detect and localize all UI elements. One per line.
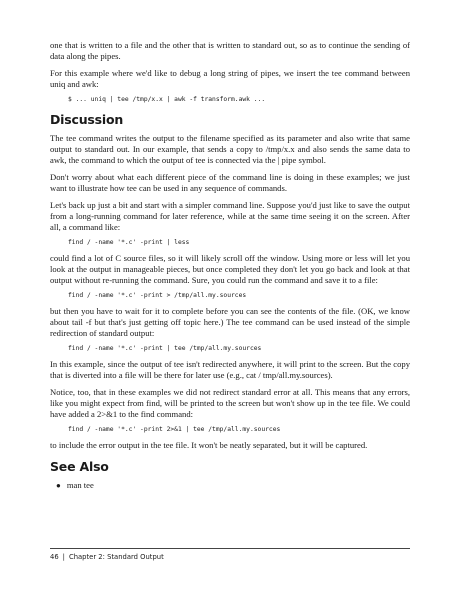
list-item-text: man tee [66, 480, 94, 490]
code-block-4: find / -name '*.c' -print | tee /tmp/all.my.sources [68, 345, 262, 352]
page-number: 46 [50, 553, 59, 561]
paragraph-discussion-8: to include the error output in the tee file. It won't be neatly separated, but it will be captured. [50, 440, 368, 450]
paragraph-discussion-7: Notice, too, that in these examples we did not redirect standard error at all. This means that any errors, like you might expect from find, will be printed to the screen but won't show up in the tee file. We could have added a 2>&1 to the find command: [50, 387, 410, 419]
heading-see-also: See Also [50, 459, 109, 474]
chapter-title: Chapter 2: Standard Output [68, 553, 164, 561]
page-footer [50, 548, 410, 561]
paragraph-discussion-2: Don't worry about what each different piece of the command line is doing in these examples; we just want to illustrate how tee can be used in any sequence of commands. [50, 172, 410, 193]
paragraph-discussion-6: In this example, since the output of tee isn't redirected anywhere, it will print to the screen. But the copy that is diverted into a file will be there for later use (e.g., cat / tmp/all.my.sources). [50, 359, 410, 380]
paragraph-discussion-5: but then you have to wait for it to complete before you can see the contents of the file. (OK, we know about tail -f but that's just getting off topic here.) The tee command can be used instead of the simple redirection of standard output: [50, 306, 410, 338]
code-block-1: $ ... uniq | tee /tmp/x.x | awk -f transform.awk ... [68, 96, 266, 103]
code-block-3: find / -name '*.c' -print > /tmp/all.my.sources [68, 292, 247, 299]
paragraph-discussion-4: could find a lot of C source files, so it will likely scroll off the window. Using more or less will let you look at the output in manageable pieces, but once completed they don't let you go back and look at that output without re-running the command. Sure, you could run the command and save it to a file: [50, 253, 410, 285]
paragraph-intro: one that is written to a file and the other that is written to standard out, so as to continue the sending of data along the pipes. [50, 40, 410, 61]
list-item [56, 480, 410, 491]
footer-separator: | [62, 553, 65, 561]
paragraph-example: For this example where we'd like to debug a long string of pipes, we insert the tee command between uniq and awk: [50, 68, 410, 89]
paragraph-discussion-3: Let's back up just a bit and start with a simpler command line. Suppose you'd just like to save the output from a long-running command for later reference, while at the same time seeing it on the screen. After all, a command like: [50, 200, 410, 232]
code-block-5: find / -name '*.c' -print 2>&1 | tee /tmp/all.my.sources [68, 426, 281, 433]
code-block-2: find / -name '*.c' -print | less [68, 239, 190, 246]
heading-discussion: Discussion [50, 112, 124, 127]
paragraph-discussion-1: The tee command writes the output to the filename specified as its parameter and also write that same output to standard out. In our example, that sends a copy to /tmp/x.x and also sends the same data to awk, the command to which the output of tee is connected via the | pipe symbol. [50, 133, 410, 165]
page-body [50, 40, 410, 491]
bullet-icon: ● [56, 481, 61, 490]
